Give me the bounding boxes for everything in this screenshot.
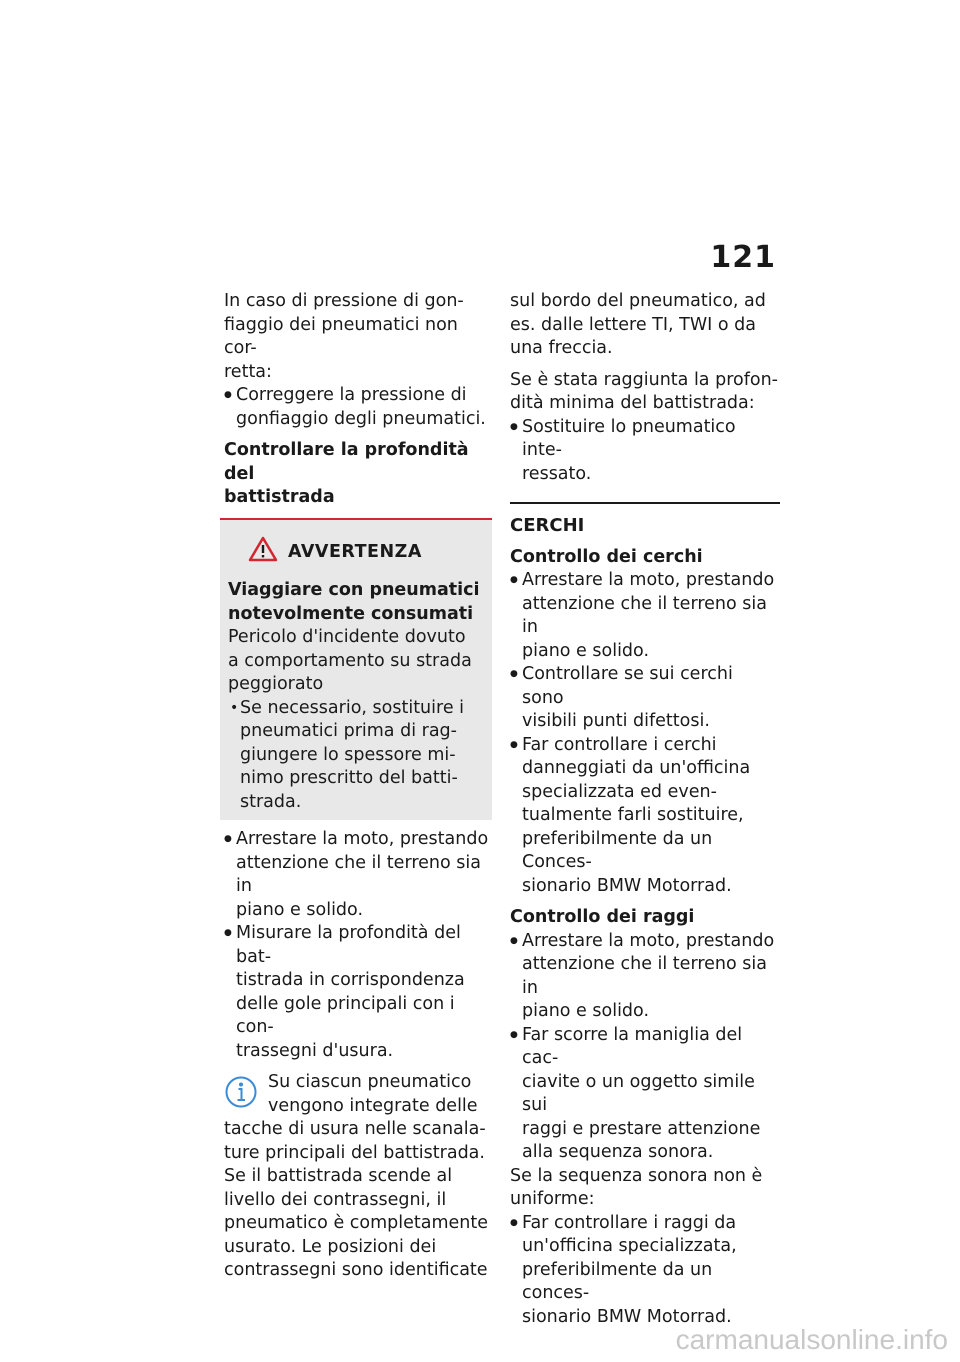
info-line: tacche di usura nelle scanala-: [224, 1119, 486, 1139]
warning-body: peggiorato: [228, 674, 324, 694]
info-line: contrassegni sono identificate: [224, 1260, 488, 1280]
info-line: Se il battistrada scende al: [224, 1166, 453, 1186]
bullet-line: ● Arrestare la moto, prestando: [522, 930, 775, 951]
bullet-line: nimo prescritto del batti-: [240, 768, 458, 788]
info-line: pneumatico è completamente: [224, 1213, 489, 1233]
bullet-line: gonfiaggio degli pneumatici.: [236, 408, 486, 429]
bullet-line: un'officina specializzata,: [522, 1236, 737, 1256]
bullet-line: • Se necessario, sostituire i: [240, 697, 465, 718]
intro-line: fiaggio dei pneumatici non cor-: [224, 314, 458, 358]
warning-box: [220, 518, 492, 821]
info-line: usurato. Le posizioni dei: [224, 1236, 437, 1257]
text-line: dità minima del battistrada:: [510, 393, 755, 413]
bullet-spokes-2: [510, 1024, 780, 1165]
bullet-line: ● Sostituire lo pneumatico inte-: [522, 416, 736, 460]
heading-rims-check: Controllo dei cerchi: [510, 546, 703, 567]
watermark: carmanualsonline.info: [675, 1324, 948, 1355]
page-number: 121: [710, 240, 776, 275]
bullet-line: ● Far scorre la maniglia del cac-: [522, 1024, 743, 1068]
right-column: [510, 290, 780, 1329]
warning-header: [248, 536, 482, 570]
section-title-rims: CERCHI: [510, 515, 585, 536]
bullet-line: strada.: [240, 791, 302, 812]
intro-line: retta:: [224, 361, 272, 382]
bullet-spokes-1: [510, 930, 780, 1024]
bullet-line: danneggiati da un'officina: [522, 758, 751, 778]
warning-subtitle: Viaggiare con pneumatici: [228, 580, 480, 600]
text-line: una freccia.: [510, 338, 613, 358]
text-line: Se la sequenza sonora non è: [510, 1165, 763, 1186]
bullet-line: ● Far controllare i raggi da: [522, 1212, 737, 1233]
heading-spokes-check: Controllo dei raggi: [510, 907, 695, 927]
section-divider: [510, 502, 780, 504]
bullet-rims-3: [510, 734, 780, 899]
warning-body: Pericolo d'incidente dovuto: [228, 627, 466, 647]
text-line: uniforme:: [510, 1189, 595, 1209]
bullet-line: preferibilmente da un Conces-: [522, 828, 713, 872]
bullet-rims-1: [510, 569, 780, 663]
bullet-rims-2: [510, 663, 780, 734]
info-line: ture principali del battistrada.: [224, 1142, 485, 1163]
bullet-replace-tyre: [510, 416, 780, 487]
info-line: Su ciascun pneumatico: [268, 1072, 472, 1092]
bullet-line: pneumatici prima di rag-: [240, 721, 457, 741]
bullet-stop-bike: [224, 828, 492, 922]
info-line: vengono integrate delle: [268, 1095, 478, 1116]
warning-bullet: [228, 697, 482, 815]
bullet-line: raggi e prestare attenzione: [522, 1118, 761, 1139]
bullet-line: trassegni d'usura.: [236, 1040, 394, 1061]
heading-tread-depth: Controllare la profondità del: [224, 440, 469, 484]
bullet-line: ● Arrestare la moto, prestando: [522, 570, 775, 590]
heading-tread-depth: battistrada: [224, 487, 335, 507]
text-line: Se è stata raggiunta la profon-: [510, 369, 778, 390]
bullet-line: delle gole principali con i con-: [236, 993, 455, 1037]
bullet-line: ● Misurare la profondità del bat-: [236, 923, 461, 967]
bullet-line: ● Correggere la pressione di: [236, 385, 467, 405]
bullet-line: ● Far controllare i cerchi: [522, 734, 717, 755]
bullet-line: ciavite o un oggetto simile sui: [522, 1071, 755, 1115]
bullet-correct-pressure: [224, 384, 492, 431]
bullet-line: attenzione che il terreno sia in: [236, 852, 481, 896]
info-line: livello dei contrassegni, il: [224, 1189, 447, 1210]
bullet-line: tistrada in corrispondenza: [236, 970, 465, 990]
bullet-line: attenzione che il terreno sia in: [522, 954, 767, 998]
text-line: sul bordo del pneumatico, ad: [510, 291, 766, 311]
bullet-line: preferibilmente da un conces-: [522, 1259, 713, 1303]
bullet-line: sionario BMW Motorrad.: [522, 1306, 732, 1327]
text-line: es. dalle lettere TI, TWI o da: [510, 314, 756, 335]
bullet-line: ● Arrestare la moto, prestando: [236, 829, 489, 849]
info-icon: [224, 1075, 258, 1117]
bullet-line: attenzione che il terreno sia in: [522, 593, 767, 637]
warning-title: AVVERTENZA: [288, 541, 422, 562]
bullet-spokes-final: [510, 1212, 780, 1330]
bullet-line: giungere lo spessore mi-: [240, 744, 456, 765]
left-column: [224, 290, 492, 1283]
warning-triangle-icon: [248, 536, 278, 570]
bullet-line: sionario BMW Motorrad.: [522, 875, 732, 896]
warning-body: a comportamento su strada: [228, 650, 472, 671]
bullet-line: visibili punti difettosi.: [522, 711, 710, 731]
info-note: [224, 1071, 492, 1118]
bullet-line: piano e solido.: [522, 1001, 650, 1021]
bullet-line: ● Controllare se sui cerchi sono: [522, 664, 733, 708]
bullet-line: tualmente farli sostituire,: [522, 805, 744, 825]
bullet-line: alla sequenza sonora.: [522, 1142, 714, 1162]
bullet-line: piano e solido.: [236, 899, 364, 920]
intro-line: In caso di pressione di gon-: [224, 291, 464, 311]
bullet-line: specializzata ed even-: [522, 781, 717, 802]
bullet-line: piano e solido.: [522, 640, 650, 661]
bullet-line: ressato.: [522, 463, 592, 484]
bullet-measure-tread: [224, 922, 492, 1063]
warning-subtitle: notevolmente consumati: [228, 603, 474, 624]
